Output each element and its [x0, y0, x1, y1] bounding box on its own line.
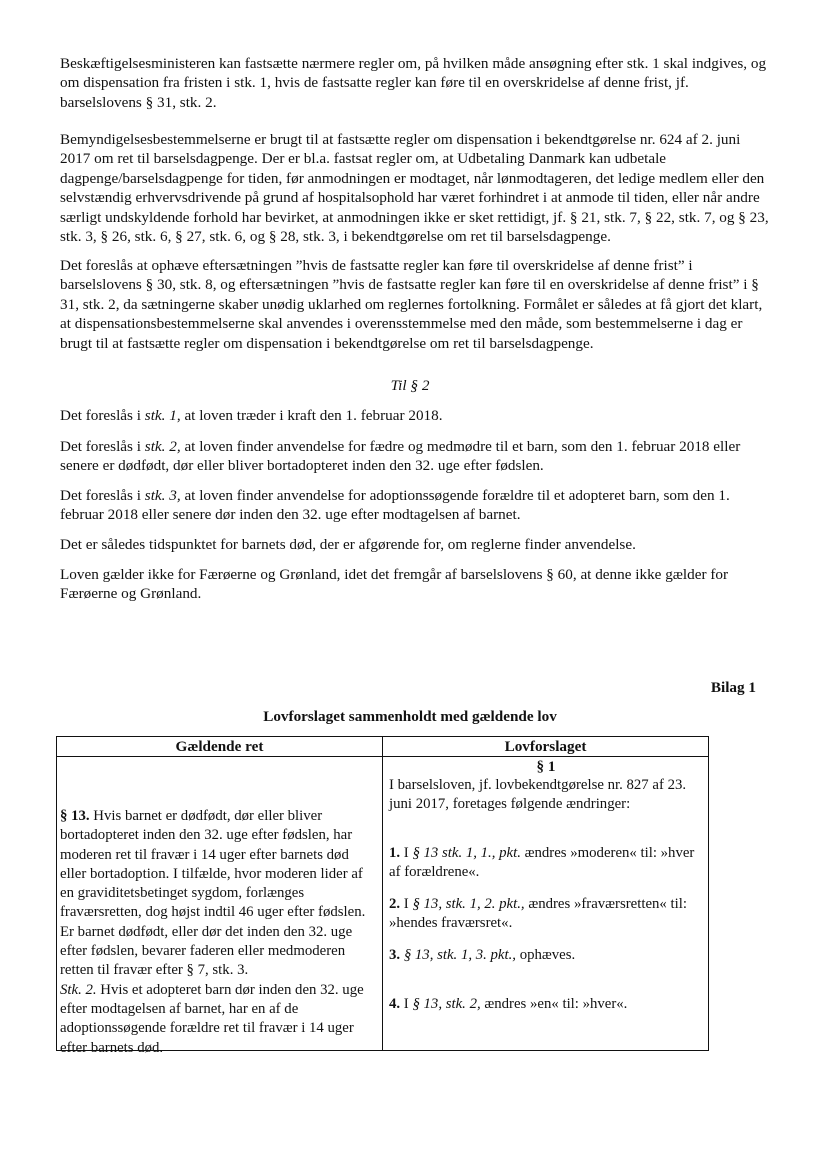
stk-reference: stk. 2, [144, 438, 181, 455]
stk2-text: Hvis et adopteret barn dør inden den 32. uge efter modtagelsen af barnet, har en af de adoptionssøgende forældre ret til fravær i 14 uger efter barnets død. [60, 981, 364, 1056]
section-13-text: Hvis barnet er dødfødt, dør eller bliver bortadopteret inden den 32. uge efter fødslen, har moderen ret til fravær i 14 uger efter barnets død eller bortadoption. I tilfælde, hvor moderen lider af en graviditetsbetinget sygdom, forlænges fraværsretten, dog højst indtil 46 uger efter fødslen. Er barnet dødfødt, eller dør det inden den 32. uge efter fødslen, bevarer faderen eller medmoderen retten til fravær efter § 7, stk. 3. [60, 808, 366, 979]
amendment-pre: I [400, 996, 413, 1012]
amendment-number: 2. [389, 896, 401, 912]
amendment-pre: I [400, 896, 413, 912]
table-row [57, 757, 709, 1051]
amendment-ref: § 13, stk. 1, 2. pkt., [412, 896, 525, 912]
amendment-ref: § 13, stk. 1, 3. pkt., [403, 947, 517, 963]
section-heading-til-2: Til § 2 [390, 377, 430, 394]
amendment-item-1 [389, 844, 701, 883]
amendment-ref: § 13 stk. 1, 1., pkt. [412, 845, 521, 861]
stk-reference: stk. 3, [144, 487, 181, 504]
stk-pre-text: Det foreslås i [60, 407, 145, 424]
amendment-ref: § 13, stk. 2, [412, 996, 481, 1012]
amendment-post: ændres »en« til: »hver«. [480, 996, 628, 1012]
paragraph-bemyndigelse: Bemyndigelsesbestemmelserne er brugt til at fastsætte regler om dispensation i bekendtgørelse nr. 624 af 2. juni 2017 om ret til barselsdagpenge. Der er bl.a. fastsat regler om, at Udbetaling Danmark kan udbetale dagpenge/barselsdagpenge for tiden, før anmodningen er modtaget, når lønmodtageren, det ledige medlem eller den selvstændig erhvervsdrivende på grund af hospitalsophold har været forhindret i at anmode til tiden, eller når andre særligt undskyldende forhold har bevirket, at anmodningen ikke er sket rettidigt, jf. § 21, stk. 7, § 22, stk. 7, og § 23, stk. 3, § 26, stk. 6, § 27, stk. 6, og § 28, stk. 3, i bekendtgørelse om ret til barselsdagpenge. [60, 131, 769, 246]
column-header-gaeldende-ret: Gældende ret [57, 737, 383, 757]
stk-post-text: at loven finder anvendelse for adoptionssøgende forældre til et adopteret barn, som den 1. februar 2018 eller senere dør inden den 32. uge efter modtagelsen af barnet. [60, 487, 730, 524]
gaeldende-ret-text [60, 807, 378, 1058]
stk-pre-text: Det foreslås i [60, 438, 145, 455]
paragraph-faeroerne: Loven gælder ikke for Færøerne og Grønland, idet det fremgår af barselslovens § 60, at denne ikke gælder for Færøerne og Grønland. [60, 566, 729, 603]
paragraph-stk-2 [60, 437, 772, 476]
stk-post-text: at loven finder anvendelse for fædre og medmødre til et barn, som den 1. februar 2018 eller senere er dødfødt, dør eller bliver bortadopteret inden den 32. uge efter fødslen. [60, 438, 741, 475]
amendment-item-4 [389, 995, 701, 1014]
amendment-post: ændres »moderen« til: »hver af forældrene«. [389, 845, 695, 881]
paragraph-dispensation-rules: Beskæftigelsesministeren kan fastsætte nærmere regler om, på hvilken måde ansøgning efter stk. 1 skal indgives, og om dispensation fra fristen i stk. 1, hvis de fastsatte regler kan føre til en overskridelse af denne frist, jf. barselslovens § 31, stk. 2. [60, 55, 767, 111]
amendment-post: ændres »fraværsretten« til: »hendes fraværsret«. [389, 896, 687, 932]
paragraph-tidspunkt: Det er således tidspunktet for barnets død, der er afgørende for, om reglerne finder anvendelse. [60, 536, 636, 553]
stk-reference: stk. 1 [144, 407, 177, 424]
comparison-table [56, 736, 709, 1056]
cell-lovforslaget [383, 757, 709, 1051]
amendment-item-3 [389, 946, 701, 965]
table-header-row [57, 737, 709, 757]
amendment-item-2 [389, 895, 701, 934]
paragraph-stk-3 [60, 486, 772, 525]
amendment-number: 3. [389, 947, 401, 963]
amendment-number: 1. [389, 845, 401, 861]
section-13-label: § 13. [60, 808, 90, 824]
table-title: Lovforslaget sammenholdt med gældende lov [263, 708, 557, 725]
bilag-label: Bilag 1 [710, 679, 756, 696]
cell-gaeldende-ret [57, 757, 383, 1056]
lovforslag-intro: I barselsloven, jf. lovbekendtgørelse nr. 827 af 23. juni 2017, foretages følgende ændringer: [389, 777, 687, 813]
stk2-label: Stk. 2. [60, 981, 97, 998]
section-1-heading: § 1 [536, 758, 556, 775]
column-header-lovforslaget: Lovforslaget [383, 737, 709, 757]
amendment-number: 4. [389, 996, 401, 1012]
paragraph-ophaeve-eftersaetning: Det foreslås at ophæve eftersætningen ”hvis de fastsatte regler kan føre til overskridelse af denne frist” i barselslovens § 30, stk. 8, og eftersætningen ”hvis de fastsatte regler kan føre til en overskridelse af denne frist” i § 31, stk. 2, da sætningerne skaber unødig uklarhed om reglernes fortolkning. Formålet er således at få gjort det klart, at dispensationsbestemmelserne skal anvendes i overensstemmelse med den måde, som bestemmelserne i dag er brugt til at fastsætte regler om dispensation i bekendtgørelse om ret til barselsdagpenge. [60, 257, 763, 352]
amendment-post: ophæves. [516, 947, 576, 963]
amendment-pre: I [400, 845, 413, 861]
stk-post-text: , at loven træder i kraft den 1. februar 2018. [176, 407, 443, 424]
stk-pre-text: Det foreslås i [60, 487, 145, 504]
paragraph-stk-1 [60, 406, 772, 425]
